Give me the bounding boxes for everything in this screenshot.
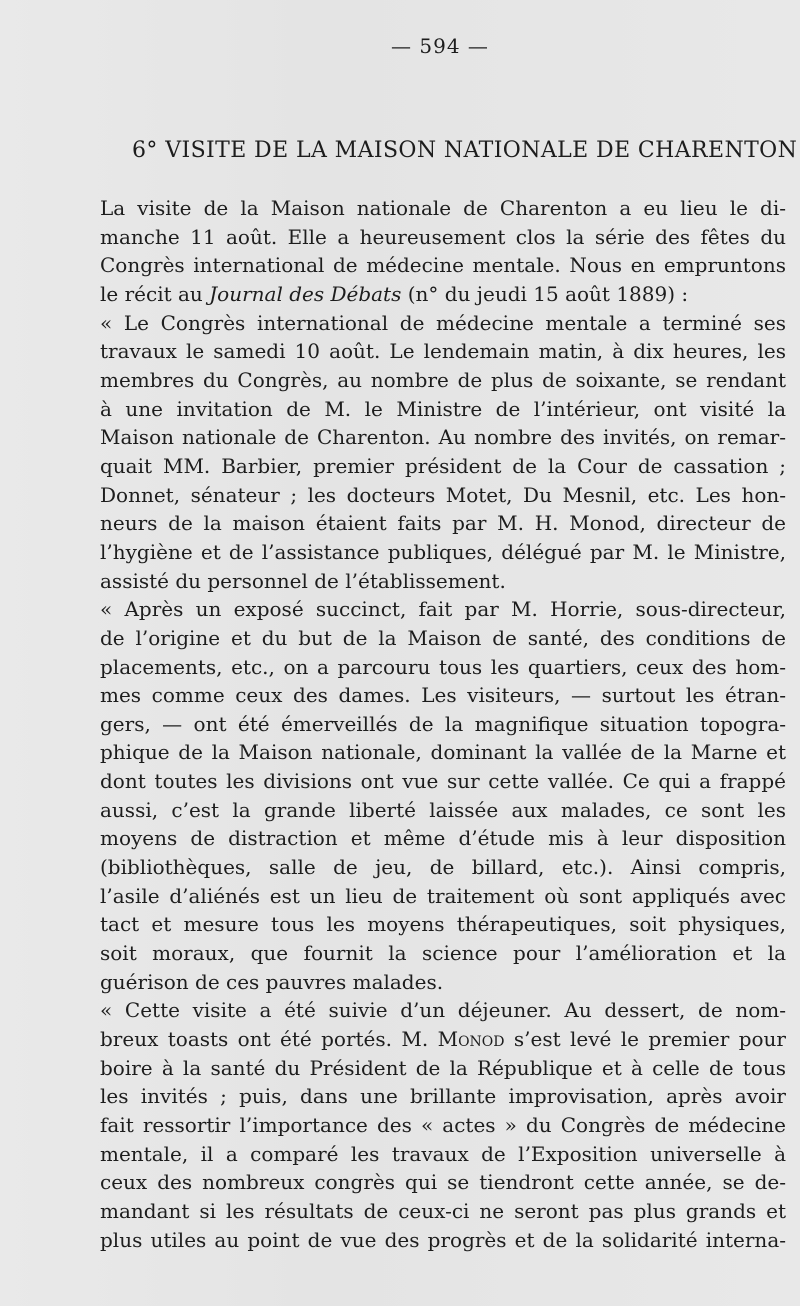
text-line: l’asile d’aliénés est un lieu de traitement où sont appliqués avec: [100, 883, 786, 908]
text-line: travaux le samedi 10 août. Le lendemain matin, à dix heures, les: [100, 339, 786, 364]
text-line: Maison nationale de Charenton. Au nombre des invités, on remar-: [100, 425, 786, 450]
text-line: [100, 1025, 786, 1054]
text-line: mentale, il a comparé les travaux de l’Exposition universelle à: [100, 1141, 786, 1166]
text-fragment: breux toasts ont été portés. M.: [100, 1027, 438, 1052]
text-line: tact et mesure tous les moyens thérapeutiques, soit physiques,: [100, 912, 786, 937]
text-line: boire à la santé du Président de la République et à celle de tous: [100, 1055, 786, 1080]
text-line: neurs de la maison étaient faits par M. H. Monod, directeur de: [100, 511, 786, 536]
text-line: fait ressortir l’importance des « actes » du Congrès de médecine: [100, 1113, 786, 1137]
text-line: dont toutes les divisions ont vue sur cette vallée. Ce qui a frappé: [100, 769, 786, 794]
text-line: « Après un exposé succinct, fait par M. Horrie, sous-directeur,: [100, 597, 786, 622]
text-line: « Le Congrès international de médecine mentale a terminé ses: [100, 310, 786, 335]
text-line: à une invitation de M. le Ministre de l’intérieur, ont visité la: [100, 396, 786, 421]
text-fragment: s’est levé le premier pour: [504, 1027, 786, 1052]
text-line: les invités ; puis, dans une brillante improvisation, après avoir: [100, 1084, 786, 1109]
text-line: [100, 280, 786, 309]
text-line: Congrès international de médecine mentale. Nous en empruntons: [100, 253, 786, 278]
text-line: placements, etc., on a parcouru tous les quartiers, ceux des hom-: [100, 654, 786, 679]
text-line: guérison de ces pauvres malades.: [100, 969, 444, 994]
text-line: mandant si les résultats de ceux-ci ne seront pas plus grands et: [100, 1198, 786, 1223]
text-line: quait MM. Barbier, premier président de la Cour de cassation ;: [100, 453, 786, 478]
body-text: [100, 194, 786, 1254]
page-number: — 594 —: [391, 34, 489, 58]
text-line: phique de la Maison nationale, dominant la vallée de la Marne et: [100, 740, 786, 765]
text-line: l’hygiène et de l’assistance publiques, délégué par M. le Ministre,: [100, 539, 786, 564]
text-line: « Cette visite a été suivie d’un déjeuner. Au dessert, de nom-: [100, 998, 786, 1023]
text-line: de l’origine et du but de la Maison de santé, des conditions de: [100, 625, 786, 650]
text-line: Donnet, sénateur ; les docteurs Motet, Du Mesnil, etc. Les hon-: [100, 482, 786, 507]
journal-title: Journal des Débats: [209, 281, 402, 306]
name-monod: Monod: [437, 1027, 505, 1052]
section-title: 6° VISITE DE LA MAISON NATIONALE DE CHARENTON: [132, 138, 798, 163]
text-fragment: (n° du jeudi 15 août 1889) :: [401, 281, 689, 306]
text-line: manche 11 août. Elle a heureusement clos la série des fêtes du: [100, 224, 786, 249]
text-line: membres du Congrès, au nombre de plus de soixante, se rendant: [100, 367, 786, 392]
text-line: assisté du personnel de l’établissement.: [100, 568, 506, 593]
text-line: plus utiles au point de vue des progrès et de la solidarité interna-: [100, 1227, 786, 1252]
text-fragment: le récit au: [100, 281, 210, 306]
text-line: soit moraux, que fournit la science pour l’amélioration et la: [100, 941, 786, 966]
text-line: (bibliothèques, salle de jeu, de billard, etc.). Ainsi compris,: [100, 855, 786, 880]
text-line: ceux des nombreux congrès qui se tiendront cette année, se de-: [100, 1170, 786, 1195]
text-line: aussi, c’est la grande liberté laissée aux malades, ce sont les: [100, 797, 786, 822]
text-line: La visite de la Maison nationale de Charenton a eu lieu le di-: [100, 196, 786, 220]
text-line: gers, — ont été émerveillés de la magnifique situation topogra-: [100, 711, 786, 736]
text-line: moyens de distraction et même d’étude mis à leur disposition: [100, 826, 786, 851]
text-line: mes comme ceux des dames. Les visiteurs, — surtout les étran-: [100, 683, 786, 708]
